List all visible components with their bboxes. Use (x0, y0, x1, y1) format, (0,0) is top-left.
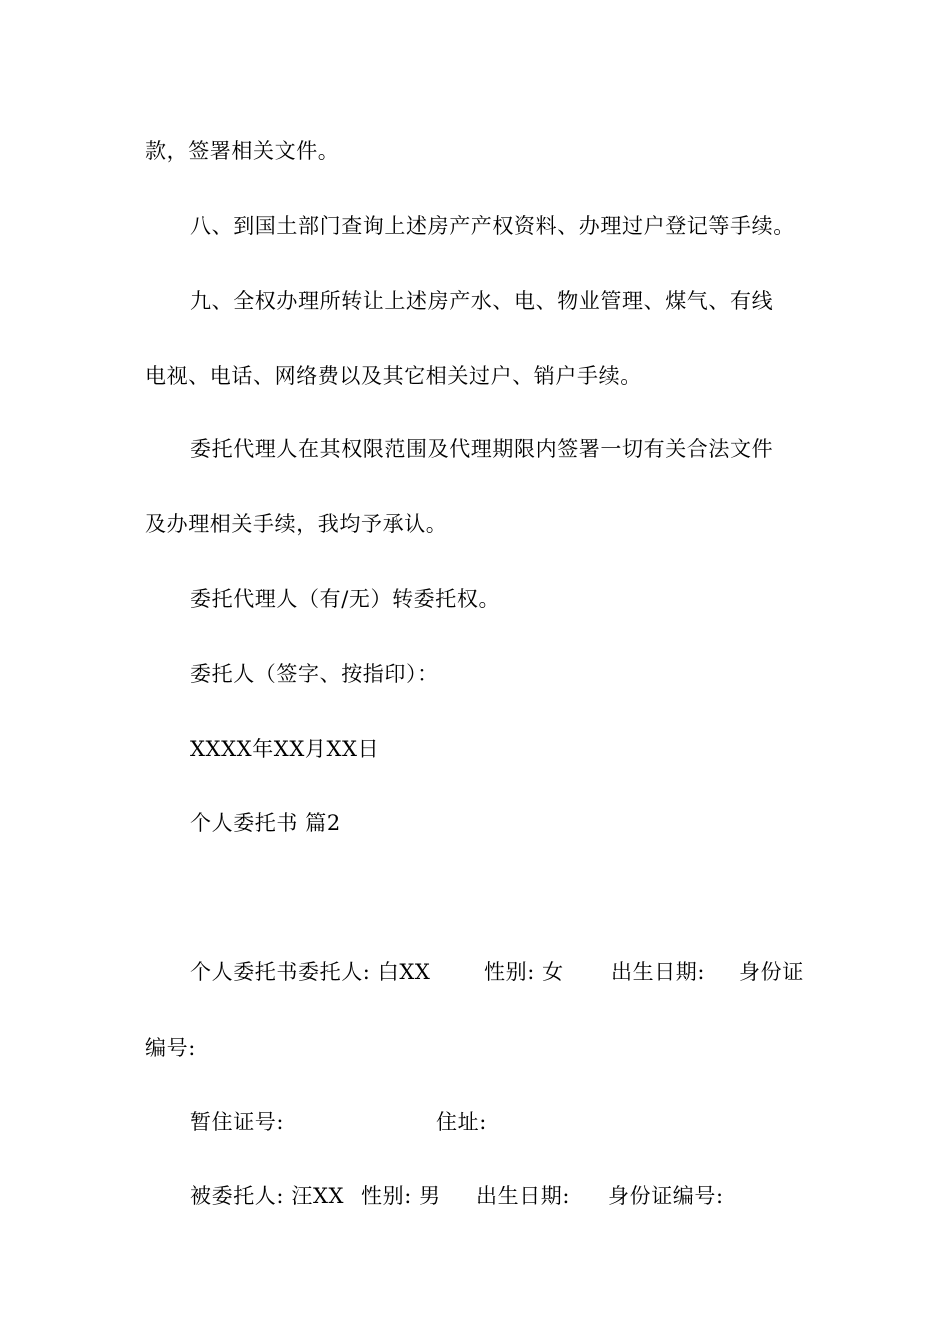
principal-id-label-cont: 编号: (145, 1036, 196, 1060)
principal-birth-date: 出生日期: (611, 960, 706, 984)
agent-info-row (0, 1181, 950, 1211)
principal-info-row (0, 957, 950, 987)
paragraph-line: 委托代理人（有/无）转委托权。 (190, 587, 501, 611)
principal-name: 个人委托书委托人: 白XX (190, 960, 431, 984)
residence-permit-label: 暂住证号: (190, 1110, 285, 1134)
principal-id-label: 身份证 (739, 960, 804, 984)
principal-gender: 性别: 女 (484, 960, 564, 984)
residence-row (0, 1107, 950, 1137)
paragraph-line: 委托代理人在其权限范围及代理期限内签署一切有关合法文件 (190, 437, 774, 461)
address-label: 住址: (436, 1110, 487, 1134)
paragraph-line: 九、全权办理所转让上述房产水、电、物业管理、煤气、有线 (190, 289, 774, 313)
date-line: XXXX年XX月XX日 (190, 737, 380, 761)
paragraph-line: 及办理相关手续，我均予承认。 (145, 512, 448, 536)
paragraph-line: 八、到国土部门查询上述房产产权资料、办理过户登记等手续。 (190, 214, 795, 238)
agent-name: 被委托人: 汪XX (190, 1184, 345, 1208)
paragraph-line: 电视、电话、网络费以及其它相关过户、销户手续。 (145, 364, 642, 388)
section-heading: 个人委托书 篇2 (190, 811, 341, 835)
agent-gender: 性别: 男 (361, 1184, 441, 1208)
principal-info-row-cont (145, 1033, 196, 1063)
signature-line: 委托人（签字、按指印）： (190, 662, 439, 686)
agent-id-label: 身份证编号: (608, 1184, 724, 1208)
paragraph-line: 款，签署相关文件。 (145, 139, 340, 163)
agent-birth-date: 出生日期: (476, 1184, 571, 1208)
